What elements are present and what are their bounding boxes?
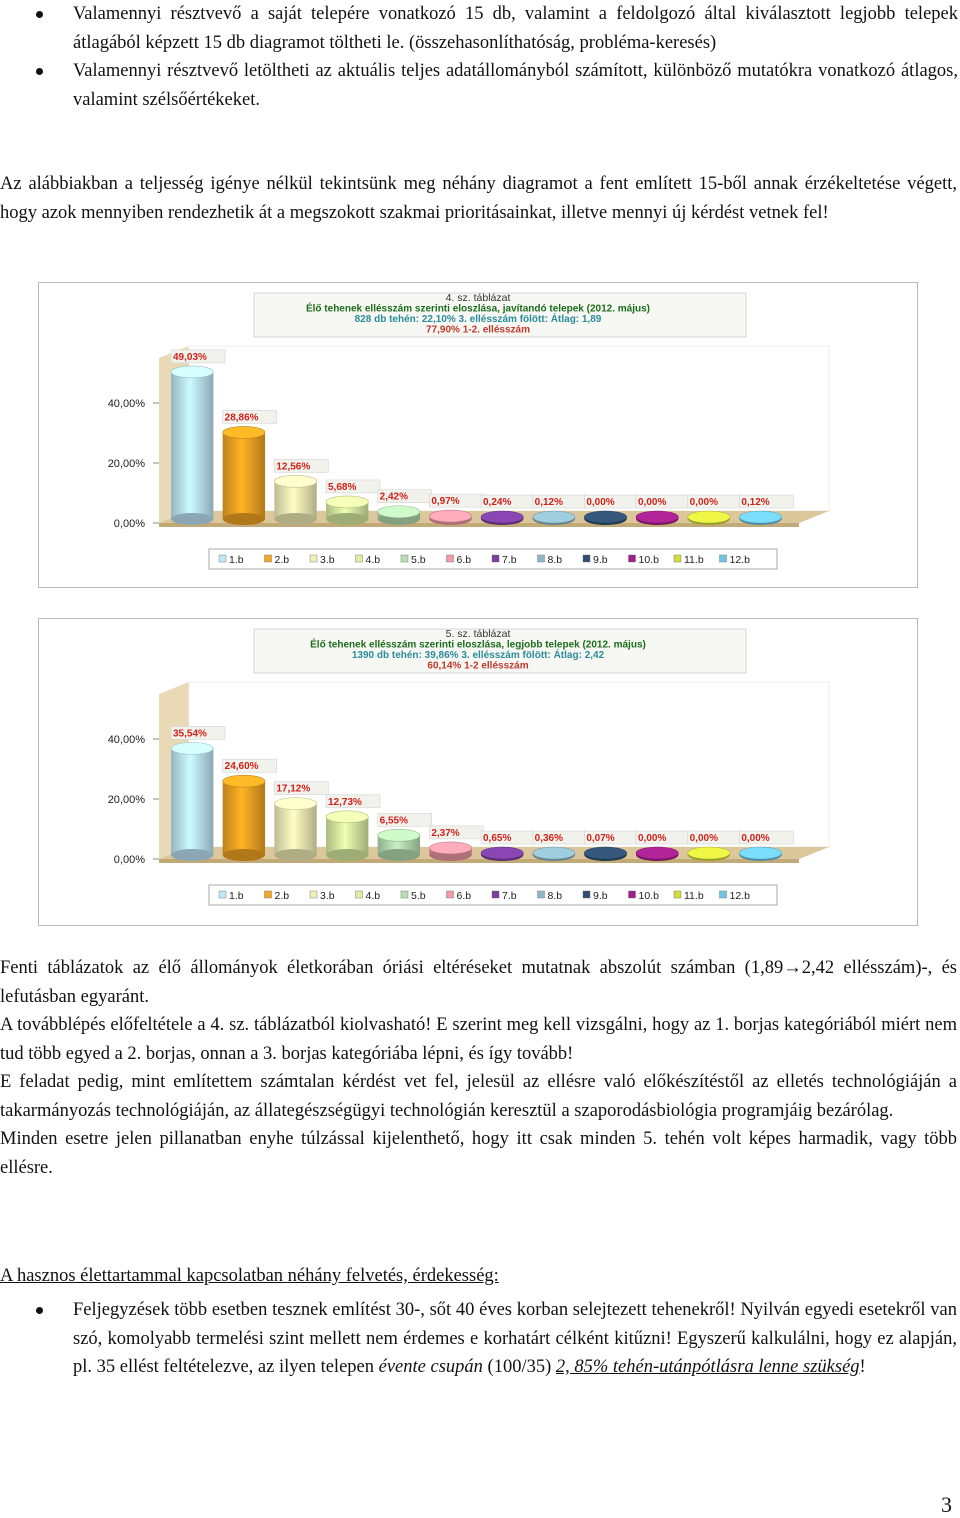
page-number: 3 — [941, 1492, 952, 1517]
bar-top — [326, 811, 368, 823]
bullet-text: ! — [859, 1357, 866, 1377]
legend-label: 2.b — [274, 554, 290, 566]
chart-title-line: Élő tehenek ellésszám szerinti eloszlása, legjobb telepek (2012. május) — [310, 639, 646, 651]
legend-label: 11.b — [684, 554, 704, 566]
top-bullet-list — [0, 0, 958, 114]
bar-body — [223, 432, 265, 519]
legend-label: 8.b — [547, 890, 563, 902]
analysis-paragraph: Minden esetre jelen pillanatban enyhe túlzással kijelenthető, hogy itt csak minden 5. tehén volt képes harmadik, vagy több ellésre. — [0, 1129, 957, 1178]
data-label: 0,00% — [689, 833, 719, 844]
y-tick-label: 20,00% — [107, 458, 145, 470]
intro-paragraph: Az alábbiakban a teljesség igénye nélkül tekintsünk meg néhány diagramot a fent említett 15-ből annak érzékeltetése végett, hogy azok mennyiben rendezhetik át a megszokott szakmai prioritásainkat, illetve mennyi új kérdést vetnek fel! — [0, 174, 957, 223]
legend-label: 10.b — [638, 890, 659, 902]
bullet-icon — [36, 1307, 43, 1314]
bar-body — [274, 804, 316, 855]
legend-swatch — [538, 891, 545, 898]
bar-top — [636, 511, 678, 523]
data-label: 6,55% — [379, 815, 409, 827]
bar-top — [481, 847, 523, 859]
chart-title-line: 60,14% 1-2 ellésszám — [427, 660, 529, 672]
chart-4 — [39, 283, 917, 587]
bar-top — [481, 511, 523, 523]
italic-text: évente csupán — [378, 1357, 483, 1377]
bullet-text: Feljegyzések több esetben tesznek említést 30-, sőt 40 éves korban selejtezett tehenekről! Nyilván egyedi esetekről van szó, komolyabb termelési szint mellett nem érdemes e korhatárt célként kitűzni! Egyszerű kalkulálni, hogy ez alapján, pl. 35 ellést feltételezve, az ilyen telepen — [73, 1300, 957, 1377]
legend-swatch — [674, 555, 681, 562]
bar-top — [636, 847, 678, 859]
legend-label: 9.b — [593, 890, 608, 902]
bullet-icon — [36, 11, 43, 18]
bar-top — [584, 511, 626, 523]
bar-top — [223, 775, 265, 787]
legend-swatch — [401, 555, 408, 562]
data-label: 17,12% — [276, 783, 311, 795]
bar-base — [326, 513, 368, 525]
data-label: 24,60% — [224, 761, 259, 773]
legend-swatch — [310, 555, 317, 562]
analysis-block — [0, 954, 957, 1182]
legend-label: 1.b — [229, 554, 244, 566]
legend-swatch — [265, 891, 272, 898]
data-label: 0,12% — [534, 497, 564, 508]
legend-label: 7.b — [502, 554, 517, 566]
legend-swatch — [492, 555, 499, 562]
bullet-text: Valamennyi résztvevő a saját telepére vonatkozó 15 db, valamint a feldolgozó által kiválasztott legjobb telepek átlagából képzett 15 db diagramot töltheti le. (összehasonlíthatóság, probléma-keresés) — [73, 4, 958, 53]
legend-label: 5.b — [411, 554, 426, 566]
bar-base — [223, 849, 265, 861]
legend-swatch — [447, 891, 454, 898]
data-label: 0,97% — [431, 496, 460, 508]
y-tick-label: 20,00% — [107, 794, 145, 806]
bar-top — [429, 510, 471, 522]
legend-label: 4.b — [365, 890, 381, 902]
legend-swatch — [356, 555, 363, 562]
legend-label: 7.b — [502, 890, 517, 902]
bar-base — [274, 513, 316, 525]
section-heading: A hasznos élettartammal kapcsolatban néhány felvetés, érdekesség: — [0, 1266, 499, 1286]
data-label: 0,00% — [638, 497, 667, 508]
bar-top — [378, 829, 420, 841]
legend-label: 6.b — [456, 554, 472, 566]
legend-label: 4.b — [365, 554, 381, 566]
bar-body — [171, 748, 213, 855]
data-label: 2,42% — [379, 491, 409, 503]
bullet-icon — [36, 68, 43, 75]
legend-swatch — [310, 891, 317, 898]
chart-5-frame — [38, 618, 918, 926]
bar-top — [171, 366, 213, 378]
data-label: 0,65% — [483, 833, 512, 844]
legend-swatch — [583, 891, 590, 898]
data-label: 0,00% — [689, 497, 719, 508]
bar-top — [739, 511, 781, 523]
legend-swatch — [447, 555, 454, 562]
data-label: 0,36% — [534, 833, 564, 844]
legend-swatch — [674, 891, 681, 898]
list-item — [0, 0, 958, 57]
legend-label: 3.b — [320, 890, 335, 902]
chart-title-line: Élő tehenek ellésszám szerinti eloszlása, javítandó telepek (2012. május) — [305, 303, 651, 315]
bar-top — [429, 842, 471, 854]
bar-base — [326, 849, 368, 861]
legend-label: 5.b — [411, 890, 426, 902]
bar-base — [223, 513, 265, 525]
bar-body — [171, 372, 213, 519]
data-label: 2,37% — [431, 827, 460, 839]
legend-label: 1.b — [229, 890, 244, 902]
chart-title-line: 1390 db tehén: 39,86% 3. ellésszám fölött: Átlag: 2,42 — [351, 650, 605, 661]
data-label: 12,73% — [328, 796, 362, 808]
legend-label: 2.b — [274, 890, 290, 902]
chart-title-line: 5. sz. táblázat — [445, 628, 511, 640]
legend-label: 9.b — [593, 554, 608, 566]
data-label: 28,86% — [224, 412, 259, 424]
list-item — [0, 57, 958, 114]
bar-base — [274, 849, 316, 861]
bar-top — [688, 511, 730, 523]
legend-swatch — [720, 555, 727, 562]
y-tick-label: 0,00% — [113, 518, 145, 530]
bar-top — [533, 847, 575, 859]
list-item — [0, 1296, 957, 1382]
data-label: 0,00% — [586, 497, 615, 508]
bottom-bullet-list — [0, 1296, 957, 1382]
data-label: 12,56% — [276, 461, 311, 473]
legend-swatch — [401, 891, 408, 898]
bar-top — [584, 847, 626, 859]
bar-top — [326, 496, 368, 508]
legend-swatch — [629, 891, 636, 898]
bar-top — [223, 426, 265, 438]
legend-swatch — [356, 891, 363, 898]
y-tick-label: 40,00% — [107, 398, 145, 410]
chart-4-frame — [38, 282, 918, 588]
analysis-paragraph: Fenti táblázatok az élő állományok életkorában óriási eltéréseket mutatnak abszolút számban (1,89→2,42 ellésszám)-, és lefutásban egyaránt. — [0, 958, 957, 1007]
y-tick-label: 40,00% — [107, 734, 145, 746]
chart-title-line: 828 db tehén: 22,10% 3. ellésszám fölött: Átlag: 1,89 — [354, 314, 602, 325]
legend-swatch — [720, 891, 727, 898]
bar-top — [739, 847, 781, 859]
analysis-paragraph: A továbblépés előfeltétele a 4. sz. táblázatból kiolvasható! E szerint meg kell vizsgálni, hogy az 1. borjas kategóriából miért nem tud több egyed a 2. borjas, onnan a 3. borjas kategóriába lépni, és így tovább! — [0, 1015, 957, 1064]
bar-top — [533, 511, 575, 523]
bar-top — [274, 798, 316, 810]
legend-label: 6.b — [456, 890, 472, 902]
chart-5 — [39, 619, 917, 925]
legend-swatch — [219, 891, 226, 898]
data-label: 0,00% — [741, 833, 770, 844]
legend-label: 11.b — [684, 890, 704, 902]
bullet-text: (100/35) — [482, 1357, 556, 1377]
legend-label: 8.b — [547, 554, 563, 566]
data-label: 0,24% — [483, 497, 512, 508]
bar-top — [688, 847, 730, 859]
bar-body — [223, 781, 265, 855]
chart-title-line: 77,90% 1-2. ellésszám — [426, 324, 530, 336]
legend-swatch — [583, 555, 590, 562]
bar-base — [378, 849, 420, 861]
legend-swatch — [265, 555, 272, 562]
data-label: 5,68% — [328, 481, 357, 493]
data-label: 35,54% — [173, 728, 207, 740]
legend-swatch — [629, 555, 636, 562]
bullet-text: Valamennyi résztvevő letöltheti az aktuális teljes adatállományból számított, különböző mutatókra vonatkozó átlagos, valamint szélsőértékeket. — [73, 61, 958, 110]
y-tick-label: 0,00% — [113, 854, 145, 866]
data-label: 0,00% — [638, 833, 667, 844]
data-label: 0,12% — [741, 497, 770, 508]
data-label: 0,07% — [586, 833, 615, 844]
bar-base — [171, 513, 213, 525]
legend-swatch — [219, 555, 226, 562]
bar-top — [274, 475, 316, 487]
data-label: 49,03% — [173, 351, 207, 363]
underlined-italic-text: 2, 85% tehén-utánpótlásra lenne szükség — [555, 1357, 860, 1377]
legend-label: 12.b — [729, 890, 750, 902]
bar-base — [171, 849, 213, 861]
chart-title-line: 4. sz. táblázat — [445, 292, 511, 304]
bar-top — [378, 506, 420, 518]
bar-top — [171, 742, 213, 754]
legend-label: 10.b — [638, 554, 659, 566]
legend-label: 12.b — [729, 554, 750, 566]
analysis-paragraph: E feladat pedig, mint említettem számtalan kérdést vet fel, jelesül az ellésre való előkészítéstől az elletés technológiáján a takarmányozás technológiáján, az állategészségügyi technológián keresztül a szaporodásbiológia programjáig bezárólag. — [0, 1072, 957, 1121]
legend-swatch — [538, 555, 545, 562]
legend-label: 3.b — [320, 554, 335, 566]
legend-swatch — [492, 891, 499, 898]
